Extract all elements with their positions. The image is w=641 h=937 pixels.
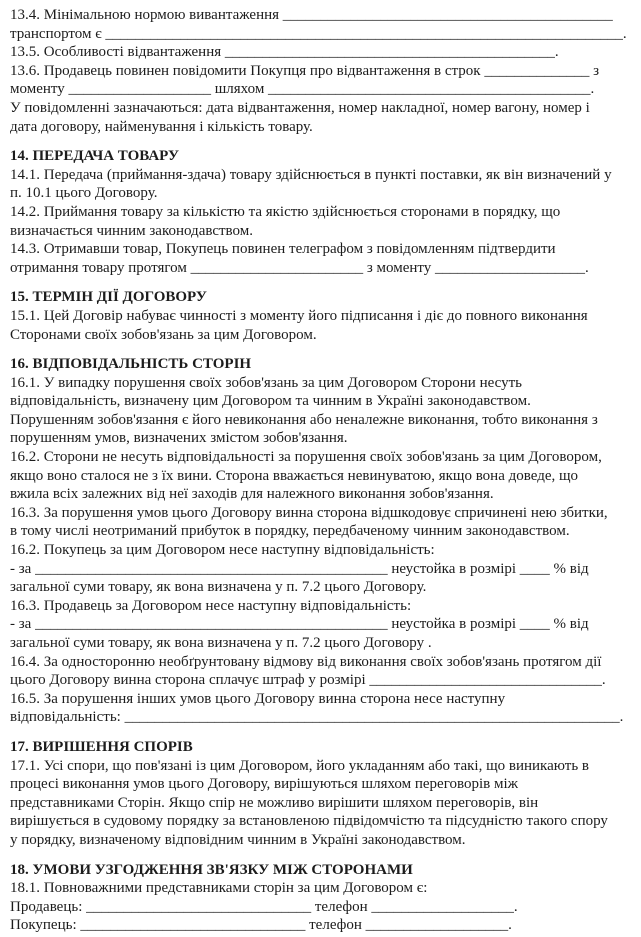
section-16-clauses-line: 16.5. За порушення інших умов цього Договору винна сторона несе наступну bbox=[10, 690, 506, 707]
section-15-clauses-line: Сторонами своїх зобов'язань за цим Договором. bbox=[10, 326, 317, 343]
section-14-heading: 14. ПЕРЕДАЧА ТОВАРУ bbox=[10, 148, 179, 165]
section-16-clauses-line: відповідальність: __________________________________________________________________. bbox=[10, 709, 624, 726]
section-16-clauses-line: порушенням умов, визначених змістом зобов'язання. bbox=[10, 430, 348, 447]
section-14-clauses-line: 14.2. Приймання товару за кількістю та якістю здійснюється сторонами в порядку, що bbox=[10, 203, 561, 220]
section-16-clauses-line: 16.4. За односторонню необґрунтовану відмову від виконання своїх зобов'язань протягом дії bbox=[10, 653, 602, 670]
section-17-clauses-line: представниками Сторін. Якщо спір не можливо вирішити шляхом переговорів, він bbox=[10, 794, 539, 811]
section-16-clauses-line: якщо воно сталося не з їх вини. Сторона вважається невинуватою, якщо вона доведе, що bbox=[10, 467, 579, 484]
section-18-clauses-line: 18.1. Повноважними представниками сторін за цим Договором є: bbox=[10, 880, 428, 897]
section-18-clauses-line: Покупець: ______________________________ телефон ___________________. bbox=[10, 917, 512, 934]
contract-text-body bbox=[10, 6, 635, 935]
section-18-heading: 18. УМОВИ УЗГОДЖЕННЯ ЗВ'ЯЗКУ МІЖ СТОРОНАМИ bbox=[10, 861, 413, 878]
section-17-clauses-line: у порядку, визначеному відповідним чинним в Україні законодавством. bbox=[10, 831, 466, 848]
section-16-heading: 16. ВІДПОВІДАЛЬНІСТЬ СТОРІН bbox=[10, 356, 252, 373]
section-16-clauses-line: - за _______________________________________________ неустойка в розмірі ____ % від bbox=[10, 560, 589, 577]
section-13-clauses-line: моменту ___________________ шляхом ___________________________________________. bbox=[10, 81, 595, 98]
section-14-clauses-line: визначається чинним законодавством. bbox=[10, 222, 253, 239]
section-16-clauses-line: Порушенням зобов'язання є його невиконання або неналежне виконання, тобто виконання з bbox=[10, 411, 598, 428]
section-16-clauses-line: загальної суми товару, як вона визначена у п. 7.2 цього Договору . bbox=[10, 635, 432, 651]
section-16-clauses-line: відповідальність, визначену цим Договором та чинним в Україні законодавством. bbox=[10, 393, 531, 410]
section-13-clauses-line: транспортом є _____________________________________________________________________. bbox=[10, 25, 627, 42]
section-13-clauses-line: 13.5. Особливості відвантаження ____________________________________________. bbox=[10, 44, 559, 61]
section-17-heading: 17. ВИРІШЕННЯ СПОРІВ bbox=[10, 738, 193, 755]
section-16-clauses-line: цього Договору винна сторона сплачує штраф у розмірі _______________________________. bbox=[10, 672, 606, 689]
section-15-heading: 15. ТЕРМІН ДІЇ ДОГОВОРУ bbox=[10, 289, 207, 306]
section-18-clauses-line: Продавець: ______________________________ телефон ___________________. bbox=[10, 898, 518, 915]
section-17-clauses-line: 17.1. Усі спори, що пов'язані із цим Договором, його укладанням або такі, що виникають в bbox=[10, 757, 590, 774]
section-14-clauses-line: п. 10.1 цього Договору. bbox=[10, 185, 158, 202]
section-16-clauses-line: загальної суми товару, як вона визначена у п. 7.2 цього Договору. bbox=[10, 579, 427, 596]
section-16-clauses-line: 16.3. За порушення умов цього Договору винна сторона відшкодовує спричинені нею збитки, bbox=[10, 504, 608, 521]
section-16-clauses-line: 16.2. Покупець за цим Договором несе наступну відповідальність: bbox=[10, 542, 435, 559]
section-13-clauses-line: 13.6. Продавець повинен повідомити Покупця про відвантаження в строк ______________ з bbox=[10, 62, 599, 79]
section-13-clauses-line: дата договору, найменування і кількість товару. bbox=[10, 118, 313, 135]
section-16-clauses-line: 16.1. У випадку порушення своїх зобов'язань за цим Договором Сторони несуть bbox=[10, 374, 522, 391]
section-16-clauses-line: 16.3. Продавець за Договором несе наступну відповідальність: bbox=[10, 597, 412, 614]
section-13-clauses-line: У повідомленні зазначаються: дата відвантаження, номер накладної, номер вагону, номер і bbox=[10, 99, 590, 116]
section-16-clauses-line: - за _______________________________________________ неустойка в розмірі ____ % від bbox=[10, 616, 589, 633]
section-14-clauses-line: отримання товару протягом _______________________ з моменту ____________________. bbox=[10, 259, 589, 276]
section-16-clauses-line: 16.2. Сторони не несуть відповідальності за порушення своїх зобов'язань за цим Договором, bbox=[10, 449, 602, 466]
section-14-clauses-line: 14.3. Отримавши товар, Покупець повинен телеграфом з повідомленням підтвердити bbox=[10, 241, 556, 258]
section-17-clauses-line: вирішується в судовому порядку за встановленою підвідомчістю та підсудністю такого спору bbox=[10, 813, 608, 830]
section-13-clauses-line: 13.4. Мінімальною нормою вивантаження ____________________________________________ bbox=[10, 7, 613, 23]
section-15-clauses-line: 15.1. Цей Договір набуває чинності з моменту його підписання і діє до повного виконання bbox=[10, 307, 588, 324]
section-17-clauses-line: процесі виконання умов цього Договору, вирішуються шляхом переговорів між bbox=[10, 776, 518, 793]
section-14-clauses-line: 14.1. Передача (приймання-здача) товару здійснюється в пункті поставки, як він визначений у bbox=[10, 166, 612, 183]
section-16-clauses-line: в тому числі неотриманий прибуток в порядку, передбаченому чинним законодавством. bbox=[10, 523, 570, 540]
section-16-clauses-line: вжила всіх залежних від неї заходів для належного виконання зобов'язання. bbox=[10, 486, 494, 503]
